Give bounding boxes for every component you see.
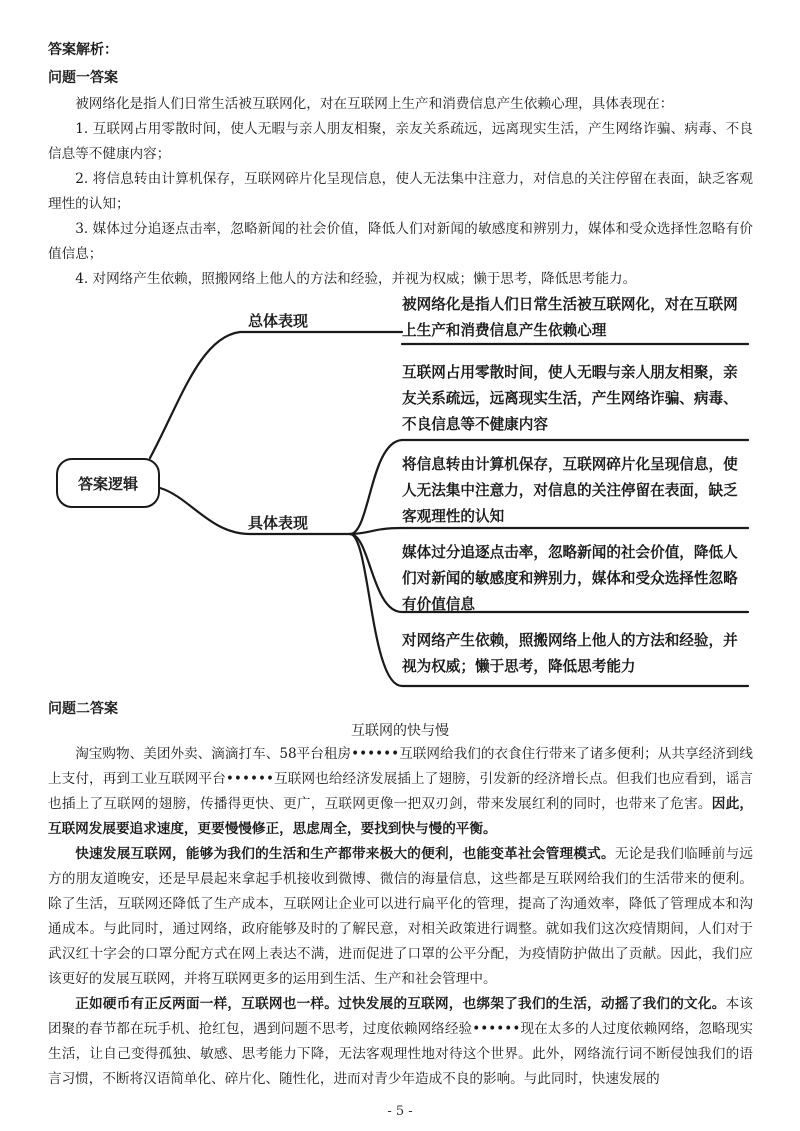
q1-intro: 被网络化是指人们日常生活被互联网化，对在互联网上生产和消费信息产生依赖心理，具体表现在：	[75, 96, 674, 112]
para1-bold: 因此，互联网发展要追求速度，更要慢慢修正，思虑周全，要找到快与慢的平衡。	[48, 796, 753, 837]
essay-paragraph-1	[48, 742, 753, 842]
para3-text: 本该团聚的春节都在玩手机、抢红包，遇到问题不思考，过度依赖网络经验••••••现在太多的人过度依赖网络，忽略现实生活，让自己变得孤独、敏感、思考能力下降，无法客观理性地对待这个世界。此外，网络流行词不断侵蚀我们的语言习惯，不断将汉语简单化、碎片化、随性化，进而对青少年造成不良的影响。与此同时，快速发展的	[48, 996, 754, 1087]
branch-specific: 具体表现	[248, 514, 309, 532]
mind-map-root: 答案逻辑	[56, 458, 160, 508]
q1-item-4: 4. 对网络产生依赖，照搬网络上他人的方法和经验，并视为权威；懒于思考，降低思考能力。	[75, 271, 637, 287]
leaf-specific-1: 互联网占用零散时间，使人无暇与亲人朋友相聚，亲友关系疏远，远离现实生活，产生网络诈骗、病毒、不良信息等不健康内容	[402, 364, 738, 433]
connector-overall	[150, 332, 402, 458]
page-number: - 5 -	[387, 1104, 413, 1119]
leaf-overall: 被网络化是指人们日常生活被互联网化，对在互联网上生产和消费信息产生依赖心理	[402, 296, 738, 339]
q1-item-2: 2. 将信息转由计算机保存，互联网碎片化呈现信息，使人无法集中注意力，对信息的关注停留在表面，缺乏客观理性的认知；	[48, 171, 753, 212]
mind-map	[50, 282, 755, 692]
para3-bold: 正如硬币有正反两面一样，互联网也一样。过快发展的互联网，也绑架了我们的生活，动摇了我们的文化。	[75, 996, 726, 1012]
q1-item-3: 3. 媒体过分追逐点击率，忽略新闻的社会价值，降低人们对新闻的敏感度和辨别力，媒体和受众选择性忽略有价值信息；	[48, 221, 753, 262]
q1-item-1: 1. 互联网占用零散时间，使人无暇与亲人朋友相聚，亲友关系疏远，远离现实生活，产生网络诈骗、病毒、不良信息等不健康内容；	[48, 121, 753, 162]
para2-text: 无论是我们临睡前与远方的朋友道晚安，还是早晨起来拿起手机接收到微博、微信的海量信息，这些都是互联网给我们的生活带来的便利。除了生活，互联网还降低了生产成本，互联网让企业可以进行扁平化的管理，提高了沟通效率，降低了管理成本和沟通成本。与此同时，通过网络，政府能够及时的了解民意，对相关政策进行调整。就如我们这次疫情期间，人们对于武汉红十字会的口罩分配方式在网上表达不满，进而促进了口罩的公平分配，为疫情防护做出了贡献。因此，我们应该更好的发展互联网，并将互联网更多的运用到生活、生产和社会管理中。	[48, 846, 754, 987]
leaf-specific-4: 对网络产生依赖，照搬网络上他人的方法和经验，并视为权威；懒于思考，降低思考能力	[402, 632, 738, 675]
para2-bold: 快速发展互联网，能够为我们的生活和生产都带来极大的便利，也能变革社会管理模式。	[75, 846, 615, 862]
leaf-specific-3: 媒体过分追逐点击率，忽略新闻的社会价值，降低人们对新闻的敏感度和辨别力，媒体和受众选择性忽略有价值信息	[402, 544, 738, 613]
q1-heading: 问题一答案	[48, 70, 118, 86]
para1-text: 淘宝购物、美团外卖、滴滴打车、58平台租房••••••互联网给我们的衣食住行带来了诸多便利；从共享经济到线上支付，再到工业互联网平台••••••互联网也给经济发展插上了翅膀，引发新的经济增长点。但我们也应看到，谣言也插上了互联网的翅膀，传播得更快、更广，互联网更像一把双刃剑，带来发展红利的同时，也带来了危害。	[48, 746, 753, 812]
essay-paragraph-3	[48, 992, 753, 1092]
q2-heading: 问题二答案	[48, 701, 118, 717]
branch-overall: 总体表现	[248, 312, 309, 330]
analysis-heading: 答案解析：	[48, 42, 118, 58]
essay-title: 互联网的快与慢	[351, 723, 449, 739]
essay-paragraph-2	[48, 842, 753, 992]
leaf-specific-2: 将信息转由计算机保存，互联网碎片化呈现信息，使人无法集中注意力，对信息的关注停留在表面，缺乏客观理性的认知	[402, 456, 738, 525]
